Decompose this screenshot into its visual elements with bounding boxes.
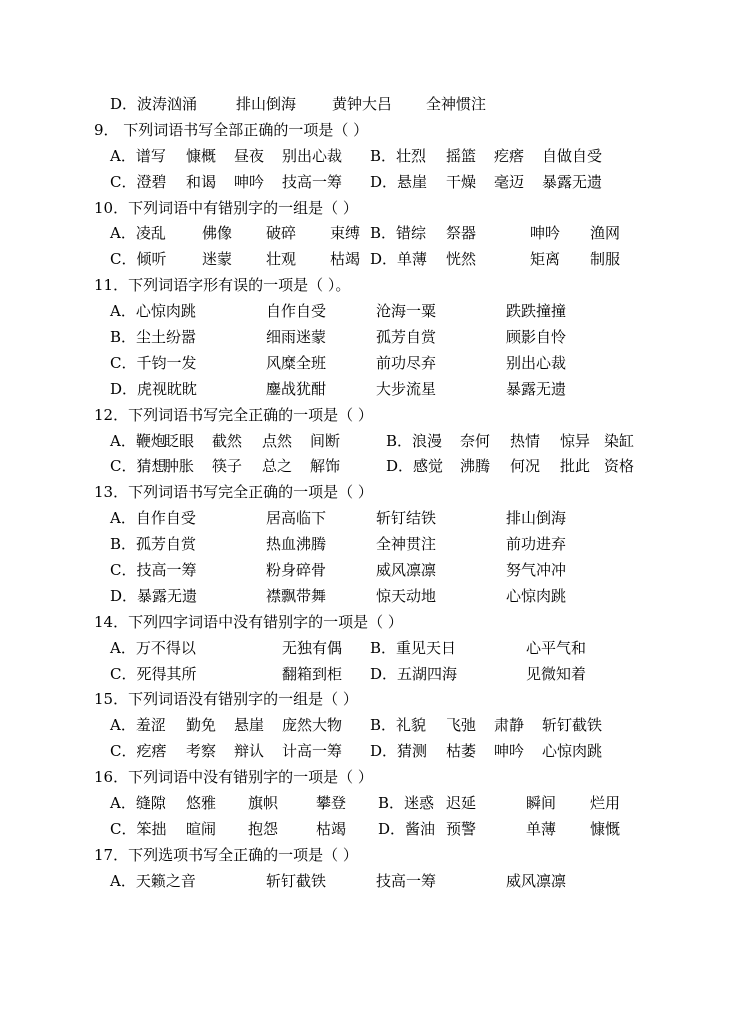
- option-term: 呻吟: [494, 742, 525, 761]
- option-term: 呻吟: [530, 224, 561, 243]
- option-term: 毫迈: [494, 172, 525, 191]
- option-term: 迷蒙: [202, 250, 233, 269]
- option-term: 间断: [310, 431, 341, 450]
- option-term: 总之: [262, 457, 293, 476]
- option-term: 惊异: [560, 431, 591, 450]
- option-term: 计高一筹: [282, 742, 343, 761]
- option-term: 慷概: [186, 146, 217, 165]
- option-term: 呻吟: [234, 172, 265, 191]
- option-term: 心惊肉跳: [542, 742, 603, 761]
- option-term: 见微知着: [526, 664, 587, 683]
- option-term: 矩离: [530, 250, 561, 269]
- option-term: 眨眼: [164, 431, 195, 450]
- option-label-term: C．千钧一发: [110, 353, 197, 372]
- option-row: [0, 454, 741, 480]
- option-term: 考察: [186, 742, 217, 761]
- option-label-term: B．重见天日: [370, 638, 457, 657]
- option-term: 抱怨: [248, 819, 279, 838]
- option-term: 批此: [560, 457, 591, 476]
- question-stem: 14．下列四字词语中没有错别字的一项是（ ）: [94, 612, 403, 631]
- option-term: 迟延: [446, 794, 477, 813]
- option-label-term: B．孤芳自赏: [110, 535, 197, 554]
- option-label-term: A．鞭炮: [110, 431, 166, 450]
- option-term: 奈何: [460, 431, 491, 450]
- option-term: 努气冲冲: [506, 561, 567, 580]
- option-label-term: D．暴露无遗: [110, 586, 198, 605]
- option-term: 斩钉截铁: [266, 871, 327, 890]
- document-page: [0, 92, 741, 895]
- option-term: 自做自受: [542, 146, 603, 165]
- option-term: 前功尽弃: [376, 353, 437, 372]
- option-term: 摇篮: [446, 146, 477, 165]
- option-term: 襟飘带舞: [266, 586, 327, 605]
- option-term: 沸腾: [460, 457, 491, 476]
- question-stem: 10．下列词语中有错别字的一组是（ ）: [94, 198, 358, 217]
- option-row: [0, 351, 741, 377]
- option-term: 心平气和: [526, 638, 587, 657]
- option-term: 排山倒海: [236, 95, 297, 113]
- option-term: 佛像: [202, 224, 233, 243]
- option-label-term: B．壮烈: [370, 146, 427, 165]
- option-label-term: D．酱油: [378, 819, 436, 838]
- question-stem: 11．下列词语字形有误的一项是（ ）。: [94, 276, 351, 295]
- option-term: 排山倒海: [506, 509, 567, 528]
- option-row: [0, 144, 741, 170]
- option-term: 暴露无遗: [506, 379, 567, 398]
- question-stem: 13．下列词语书写完全正确的一项是（ ）: [94, 483, 373, 502]
- option-term: 破碎: [266, 224, 297, 243]
- option-row: [0, 325, 741, 351]
- option-term: 筷子: [212, 457, 243, 476]
- option-term: 庞然大物: [282, 716, 343, 735]
- option-term: 预警: [446, 819, 477, 838]
- option-term: 点然: [262, 431, 293, 450]
- option-term: 辩认: [234, 742, 265, 761]
- option-row: [0, 558, 741, 584]
- option-label-term: B．浪漫: [386, 431, 443, 450]
- option-term: 悬崖: [234, 716, 265, 735]
- option-row: [0, 92, 741, 118]
- question-stem: 9． 下列词语书写全部正确的一项是（ ）: [94, 120, 369, 139]
- option-term: 肿胀: [164, 457, 195, 476]
- option-label-term: A．万不得以: [110, 638, 196, 657]
- option-term: 飞弛: [446, 716, 477, 735]
- option-row: [0, 869, 741, 895]
- option-label-term: A．羞涩: [110, 716, 166, 735]
- option-row: [0, 377, 741, 403]
- option-term: 无独有偶: [282, 638, 343, 657]
- option-term: 威风凛凛: [376, 561, 437, 580]
- option-term: 瞬间: [526, 794, 557, 813]
- option-term: 枯竭: [330, 250, 361, 269]
- option-row: [0, 299, 741, 325]
- option-row: [0, 506, 741, 532]
- question-stem: 17．下列选项书写全正确的一项是（ ）: [94, 845, 358, 864]
- option-term: 热血沸腾: [266, 535, 327, 554]
- option-term: 技高一筹: [282, 172, 343, 191]
- option-term: 染缸: [604, 431, 635, 450]
- option-term: 祭器: [446, 224, 477, 243]
- option-term: 疙瘩: [494, 146, 525, 165]
- option-label-term: D．猜测: [370, 742, 428, 761]
- option-term: 烂用: [590, 794, 621, 813]
- option-row: [0, 532, 741, 558]
- option-term: 居高临下: [266, 509, 327, 528]
- option-term: 风糜全班: [266, 353, 327, 372]
- option-term: 粉身碎骨: [266, 561, 327, 580]
- option-term: 枯竭: [316, 819, 347, 838]
- option-row: [0, 247, 741, 273]
- option-term: 截然: [212, 431, 243, 450]
- option-label-term: A．天籁之音: [110, 871, 196, 890]
- option-row: [0, 662, 741, 688]
- option-term: 慷慨: [590, 819, 621, 838]
- option-term: 枯萎: [446, 742, 477, 761]
- option-term: 心惊肉跳: [506, 586, 567, 605]
- option-label-term: D．虎视眈眈: [110, 379, 198, 398]
- option-term: 单薄: [526, 819, 557, 838]
- option-term: 全神惯注: [426, 95, 487, 113]
- option-label-term: B．迷惑: [378, 794, 435, 813]
- option-term: 威风凛凛: [506, 871, 567, 890]
- option-term: 前功进弃: [506, 535, 567, 554]
- option-term: 细雨迷蒙: [266, 328, 327, 347]
- option-label-term: D．单薄: [370, 250, 428, 269]
- option-term: 孤芳自赏: [376, 328, 437, 347]
- option-term: 资格: [604, 457, 635, 476]
- option-label-term: C．死得其所: [110, 664, 197, 683]
- option-label-term: A．谱写: [110, 146, 166, 165]
- option-term: 热情: [510, 431, 541, 450]
- option-term: 斩钉结铁: [376, 509, 437, 528]
- option-label-term: A．缝隙: [110, 794, 166, 813]
- option-term: 何况: [510, 457, 541, 476]
- option-row: [0, 636, 741, 662]
- option-term: 悠雅: [186, 794, 217, 813]
- option-label-term: C．澄碧: [110, 172, 167, 191]
- option-row: [0, 739, 741, 765]
- option-term: 跌跌撞撞: [506, 302, 567, 321]
- option-label-term: D．感觉: [386, 457, 444, 476]
- option-label-term: B．礼貌: [370, 716, 427, 735]
- option-term: 斩钉截铁: [542, 716, 603, 735]
- option-term: 恍然: [446, 250, 477, 269]
- option-term: 攀登: [316, 794, 347, 813]
- option-term: 暄闹: [186, 819, 217, 838]
- option-term: 鏖战犹酣: [266, 379, 327, 398]
- option-term: 解饰: [310, 457, 341, 476]
- question-stem: 12．下列词语书写完全正确的一项是（ ）: [94, 405, 373, 424]
- option-term: 制服: [590, 250, 621, 269]
- option-row: [0, 170, 741, 196]
- option-term: 技高一筹: [376, 871, 437, 890]
- option-label-term: A．自作自受: [110, 509, 196, 528]
- option-term: 暴露无遗: [542, 172, 603, 191]
- option-term: 旗帜: [248, 794, 279, 813]
- option-label-term: C．笨拙: [110, 819, 167, 838]
- option-term: 自作自受: [266, 302, 327, 321]
- option-label-term: D．五湖四海: [370, 664, 458, 683]
- option-term: 顾影自怜: [506, 328, 567, 347]
- option-term: 昼夜: [234, 146, 265, 165]
- option-label-term: B．尘土纷嚣: [110, 328, 197, 347]
- option-row: [0, 791, 741, 817]
- option-term: 别出心裁: [506, 353, 567, 372]
- option-label-term: C．猜想: [110, 457, 167, 476]
- option-term: 壮观: [266, 250, 297, 269]
- option-term: 渔网: [590, 224, 621, 243]
- option-label-term: A．心惊肉跳: [110, 302, 196, 321]
- option-term: 全神贯注: [376, 535, 437, 554]
- option-row: [0, 221, 741, 247]
- option-term: 别出心裁: [282, 146, 343, 165]
- option-term: 大步流星: [376, 379, 437, 398]
- option-term: 干燥: [446, 172, 477, 191]
- option-label-term: D．悬崖: [370, 172, 428, 191]
- option-label-term: C．技高一筹: [110, 561, 197, 580]
- option-label-term: C．倾听: [110, 250, 167, 269]
- option-label-term: D．波涛汹涌: [110, 95, 198, 113]
- option-row: [0, 429, 741, 455]
- option-term: 肃静: [494, 716, 525, 735]
- option-label-term: C．疙瘩: [110, 742, 167, 761]
- option-row: [0, 713, 741, 739]
- option-row: [0, 817, 741, 843]
- option-label-term: B．错综: [370, 224, 427, 243]
- option-term: 黄钟大吕: [332, 95, 393, 113]
- option-term: 翻箱到柜: [282, 664, 343, 683]
- option-term: 沧海一粟: [376, 302, 437, 321]
- option-term: 束缚: [330, 224, 361, 243]
- option-term: 惊天动地: [376, 586, 437, 605]
- option-label-term: A．凌乱: [110, 224, 166, 243]
- question-stem: 15．下列词语没有错别字的一组是（ ）: [94, 690, 358, 709]
- option-term: 勤免: [186, 716, 217, 735]
- question-stem: 16．下列词语中没有错别字的一项是（ ）: [94, 768, 373, 787]
- option-term: 和谒: [186, 172, 217, 191]
- option-row: [0, 584, 741, 610]
